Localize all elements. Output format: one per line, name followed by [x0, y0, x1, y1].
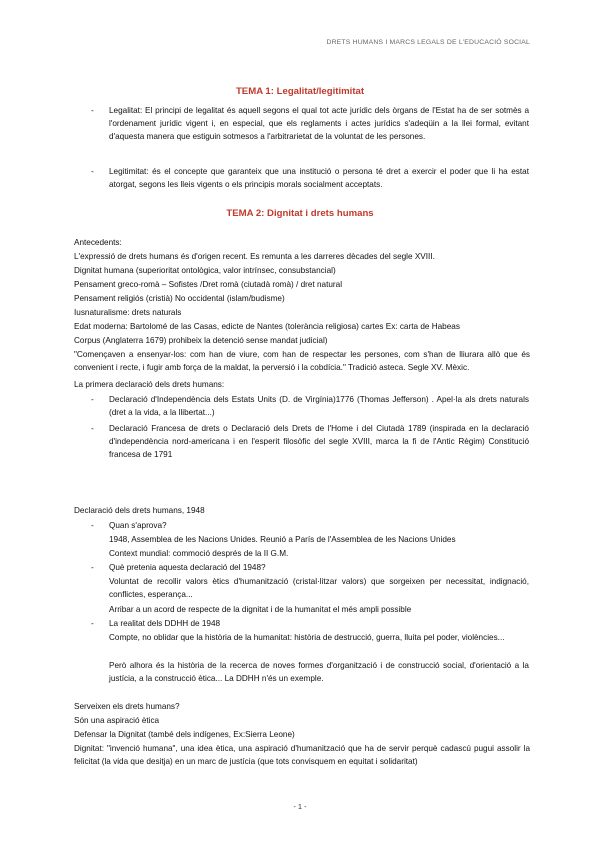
- serveixen-line: Són una aspiració ètica: [74, 716, 160, 725]
- tema1-item-legitimitat: - Legitimitat: és el concepte que garanteix que una institució o persona té dret a exercir el poder que li ha estat atorgat, segons les lleis vigents o els principis morals socialment acceptats.: [109, 165, 529, 191]
- declaracio-1948-heading: Declaració dels drets humans, 1948: [74, 506, 205, 515]
- antecedent-line: L'expressió de drets humans és d'origen recent. Es remunta a les darreres dècades del segle XVIII.: [74, 252, 435, 261]
- q1-answer-line: 1948, Assemblea de les Nacions Unides. Reunió a París de l'Assemblea de les Nacions Unides: [109, 535, 456, 544]
- antecedent-line: Edat moderna: Bartolomé de las Casas, edicte de Nantes (tolerància religiosa) cartes Ex: carta de Habeas: [74, 322, 460, 331]
- aztec-quote: "Començaven a ensenyar-los: com han de viure, com han de respectar les persones, com s'han de lliurara allò que és convenient i recte, i fugir amb força de la maldat, la perversió i la cobdícia." Tradició asteca. Segle XV. Mèxic.: [74, 350, 530, 372]
- tema1-item-legalitat: - Legalitat: El principi de legalitat és aquell segons el qual tot acte jurídic dels òrgans de l'Estat ha de ser sotmès a l'ordenament jurídic vigent i, en especial, que els reglaments i actes jurídics s'adeqüin a la llei formal, evitant d'aquesta manera que estiguin sotmesos a l'arbitrarietat de la voluntat de les persones.: [109, 104, 529, 143]
- primera-item-franca: - Declaració Francesa de drets o Declaració dels Drets de l'Home i del Ciutadà 1789 (inspirada en la declaració d'independència nord-americana i en l'esperit filosòfic del segle XVIII, marca la fi de l'Antic Règim) Constitució francesa de 1791: [109, 422, 529, 461]
- q2-answer-line: Arribar a un acord de respecte de la dignitat i de la humanitat el més ampli possible: [109, 605, 412, 614]
- primera-item-eua: - Declaració d'Independència dels Estats Units (D. de Virgínia)1776 (Thomas Jefferson) . Apel·la als drets naturals (dret a la vida, a la llibertat...): [109, 393, 529, 419]
- serveixen-line: Defensar la Dignitat (també dels indígenes, Ex:Sierra Leone): [74, 730, 295, 739]
- q3-answer-paragraph: Però alhora és la història de la recerca de noves formes d'organització i de construcció social, d'orientació a la justícia, a la construcció ètica... La DDHH n'és un exemple.: [109, 661, 529, 683]
- q1-answer-line: Context mundial: commoció després de la II G.M.: [109, 549, 289, 558]
- question-3: - La realitat dels DDHH de 1948: [109, 617, 220, 630]
- serveixen-line: Serveixen els drets humans?: [74, 702, 180, 711]
- antecedent-line: Iusnaturalisme: drets naturals: [74, 308, 182, 317]
- antecedents-heading: Antecedents:: [74, 238, 122, 247]
- antecedent-line: Corpus (Anglaterra 1679) prohibeix la detenció sense mandat judicial): [74, 336, 328, 345]
- tema1-title: TEMA 1: Legalitat/legitimitat: [235, 86, 365, 97]
- question-2: - Què pretenia aquesta declaració del 1948?: [109, 561, 266, 574]
- q2-answer-paragraph: Voluntat de recollir valors ètics d'humanització (cristal·litzar valors) que sorgeixen per necessitat, indignació, conflictes, esperança...: [109, 577, 529, 599]
- dignitat-paragraph: Dignitat: "invenció humana", una idea ètica, una aspiració d'humanització que ha de servir perquè cadascú pugui assolir la felicitat (la vida que desitja) en un marc de justícia (que tots convisquem en equitat i solidaritat): [74, 744, 530, 766]
- antecedent-line: Pensament greco-romà – Sofistes /Dret romà (ciutadà romà) / dret natural: [74, 280, 343, 289]
- primera-declaracio-heading: La primera declaració dels drets humans:: [74, 380, 225, 389]
- tema2-title: TEMA 2: Dignitat i drets humans: [226, 208, 374, 219]
- q3-answer-paragraph: Compte, no oblidar que la història de la humanitat: història de destrucció, guerra, lluita pel poder, violències...: [109, 633, 505, 642]
- running-header: DRETS HUMANS I MARCS LEGALS DE L'EDUCACIÓ SOCIAL: [326, 39, 530, 46]
- question-1: - Quan s'aprova?: [109, 519, 167, 532]
- page-number: - 1 -: [293, 802, 307, 811]
- antecedent-line: Dignitat humana (superioritat ontològica, valor intrínsec, consubstancial): [74, 266, 336, 275]
- antecedent-line: Pensament religiós (cristià) No occidental (islam/budisme): [74, 294, 285, 303]
